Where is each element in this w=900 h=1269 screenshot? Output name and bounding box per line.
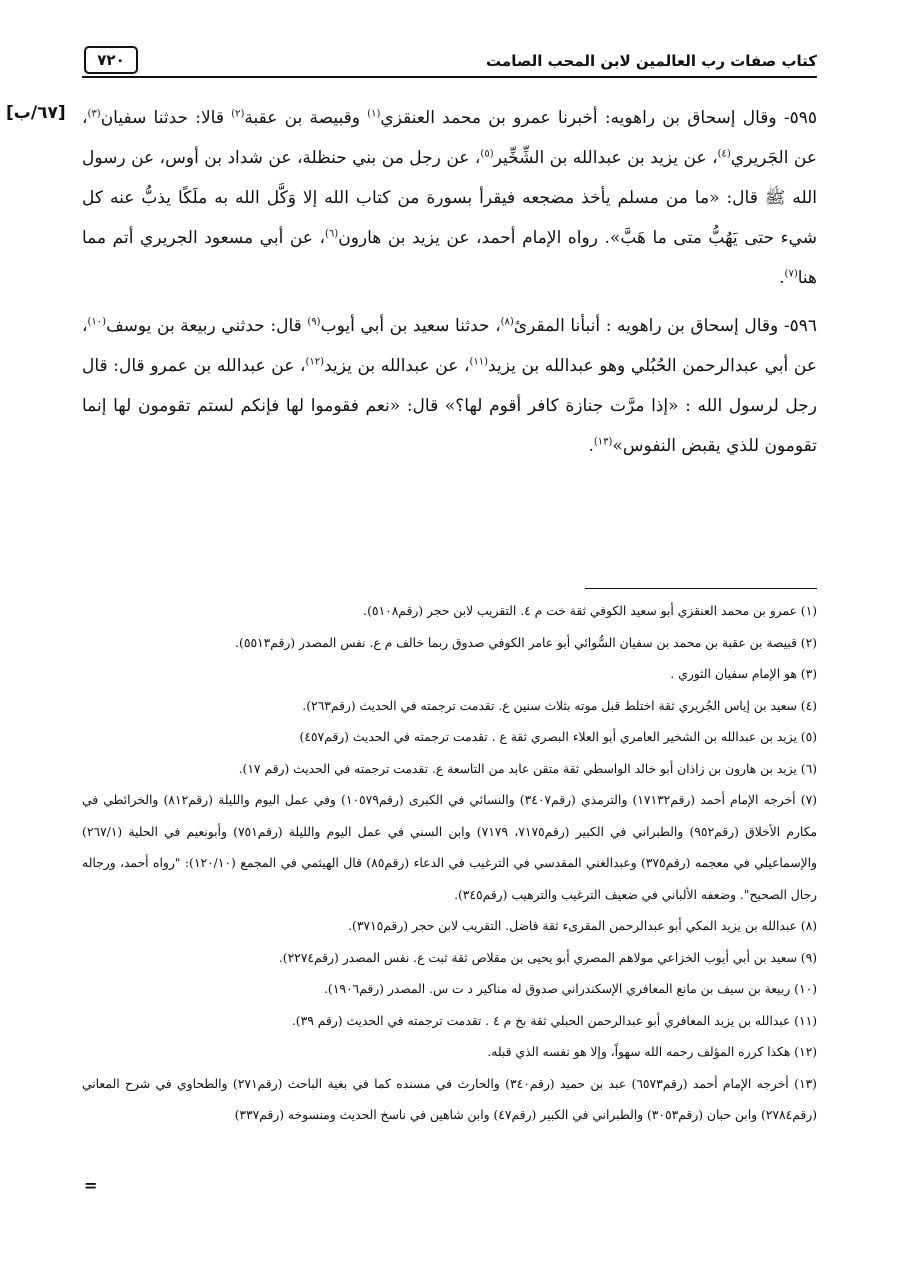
footnote-ref[interactable]: (١١) [469, 356, 489, 368]
text-run: . [588, 436, 594, 456]
footnote: (١٣) أخرجه الإمام أحمد (رقم٦٥٧٣) عبد بن حميد (رقم٣٤٠) والحارث في مسنده كما في بغية الباحث (رقم٢٧١) والطحاوي في شرح المعاني (رقم٢٧٨٤) وابن حبان (رقم٣٠٥٣) والطبراني في الكبير (رقم٤٧) وابن شاهين في ناسخ الحديث ومنسوخه (رقم٣٣٧) [82, 1076, 817, 1122]
text-run: ، عن أبي مسعود الجريري أتم مما هنا [82, 228, 817, 288]
text-run: ، عن رجل من بني حنظلة، عن شداد بن أوس، عن رسول الله ﷺ قال: «ما من مسلم يأخذ مضجعه فيقرأ بسورة من كتاب الله إلا وَكَّل الله به ملَكًا يذبُّ عنه كل شيء حتى يَهُبُّ متى ما هَبَّ». رواه الإمام أحمد، عن يزيد بن هارون [82, 148, 818, 248]
main-text [82, 98, 817, 474]
footnotes [82, 596, 817, 1132]
footnote: (١١) عبدالله بن يزيد المعافري أبو عبدالرحمن الحبلي ثقة بخ م ٤ . تقدمت ترجمته في الحديث (رقم ٣٩). [291, 1013, 817, 1028]
text-run: وقبيصة بن عقبة [244, 108, 368, 128]
footnote-ref[interactable]: (٣) [87, 108, 101, 120]
text-run: ، عن الجَريري [82, 108, 818, 168]
book-title: كتاب صفات رب العالمين لابن المحب الصامت [486, 52, 817, 70]
text-run: قال: حدثني ربيعة بن يوسف [106, 316, 308, 336]
footnote-ref[interactable]: (٥) [480, 148, 494, 160]
footnote-ref[interactable]: (١٠) [87, 316, 107, 328]
text-run: ، عن عبدالله بن يزيد [324, 356, 470, 376]
hadith-596 [82, 306, 817, 466]
page-header [82, 44, 817, 78]
text-run: قالا: حدثنا سفيان [100, 108, 232, 128]
header-divider [82, 76, 817, 78]
footnote-separator [585, 588, 817, 589]
footnote: (٨) عبدالله بن يزيد المكي أبو عبدالرحمن المقرىء ثقة فاضل. التقريب لابن حجر (رقم٣٧١٥). [348, 919, 817, 933]
text-run: ، عن عبدالله بن عمرو قال: قال رجل لرسول الله : «إذا مرَّت جنازة كافر أقوم لها؟» قال: «نعم فقوموا لها فإنكم لستم تقومون لها إنما تقومون للذي يقبض النفوس» [82, 356, 817, 456]
footnote: (٢) قبيصة بن عقبة بن محمد بن سفيان السُّوائي أبو عامر الكوفي صدوق ربما خالف م ع. نفس المصدر (رقم٥٥١٣). [235, 635, 817, 650]
text-run: . [779, 268, 785, 288]
footnote: (٩) سعيد بن أبي أيوب الخزاعي مولاهم المصري أبو يحيى بن مقلاص ثقة ثبت ع. نفس المصدر (رقم٢٢٧٤). [278, 950, 817, 965]
text-run: ، حدثنا سعيد بن أبي أيوب [320, 316, 501, 336]
text-run: ، عن أبي عبدالرحمن الحُبُلي وهو عبدالله بن يزيد [82, 316, 818, 376]
footnote-ref[interactable]: (٤) [717, 148, 731, 160]
footnote-ref[interactable]: (١) [367, 108, 381, 120]
text-run: ٥٩٥- وقال إسحاق بن راهويه: أخبرنا عمرو بن محمد العنقزي [380, 108, 817, 128]
footnote: (٦) يزيد بن هارون بن زاذان أبو خالد الواسطي ثقة متقن عابد من التاسعة ع. تقدمت ترجمته في الحديث (رقم ١٧). [238, 761, 817, 776]
footnote: (٥) يزيد بن عبدالله بن الشخير العامري أبو العلاء البصري ثقة ع . تقدمت ترجمته في الحديث (رقم٤٥٧) [299, 730, 817, 744]
continuation-mark: = [84, 1176, 98, 1195]
footnote-ref[interactable]: (١٢) [305, 356, 325, 368]
footnote-ref[interactable]: (١٣) [593, 436, 613, 448]
text-run: ، عن يزيد بن عبدالله بن الشِّخِّير [493, 148, 718, 168]
footnote-ref[interactable]: (٨) [500, 316, 514, 328]
footnote: (١٢) هكذا كرره المؤلف رحمه الله سهواً، وإلا هو نفسه الذي قبله. [487, 1045, 817, 1059]
footnote: (٤) سعيد بن إياس الجُريري ثقة اختلط قبل موته بثلاث سنين ع. تقدمت ترجمته في الحديث (رقم٢٦٣). [302, 698, 817, 713]
footnote-ref[interactable]: (٦) [325, 228, 339, 240]
hadith-595 [82, 98, 817, 298]
footnote: (١٠) ربيعة بن سيف بن مانع المعافري الإسكندراني صدوق له مناكير د ت س. المصدر (رقم١٩٠٦). [324, 982, 817, 996]
page-number: ٧٢٠ [84, 46, 138, 74]
footnote-ref[interactable]: (٢) [231, 108, 245, 120]
footnote: (١) عمرو بن محمد العنقزي أبو سعيد الكوفي ثقة خت م ٤. التقريب لابن حجر (رقم٥١٠٨). [363, 604, 817, 618]
footnote: (٧) أخرجه الإمام أحمد (رقم١٧١٣٢) والترمذي (رقم٣٤٠٧) والنسائي في الكبرى (رقم١٠٥٧٩) وفي عمل اليوم والليلة (رقم٨١٢) والخرائطي في مكارم الأخلاق (رقم٩٥٢) والطبراني في الكبير (رقم٧١٧٥، ٧١٧٩) وابن السني في عمل اليوم والليلة (رقم٧٥١) وأبونعيم في الحلية (٢٦٧/١) والإسماعيلي في معجمه (رقم٣٧٥) وعبدالغني المقدسي في الترغيب في الدعاء (رقم٨٥) قال الهيثمي في المجمع (١٢٠/١٠): "رواه أحمد، ورجاله رجال الصحيح". وضعفه الألباني في ضعيف الترغيب والترهيب (رقم٣٤٥). [82, 793, 817, 902]
text-run: ٥٩٦- وقال إسحاق بن راهويه : أنبأنا المقرئ [513, 316, 818, 336]
footnote-ref[interactable]: (٩) [307, 316, 321, 328]
manuscript-folio-note: [٦٧/ب] [6, 103, 66, 123]
footnote-ref[interactable]: (٧) [784, 268, 798, 280]
footnote: (٣) هو الإمام سفيان الثوري . [670, 667, 817, 681]
